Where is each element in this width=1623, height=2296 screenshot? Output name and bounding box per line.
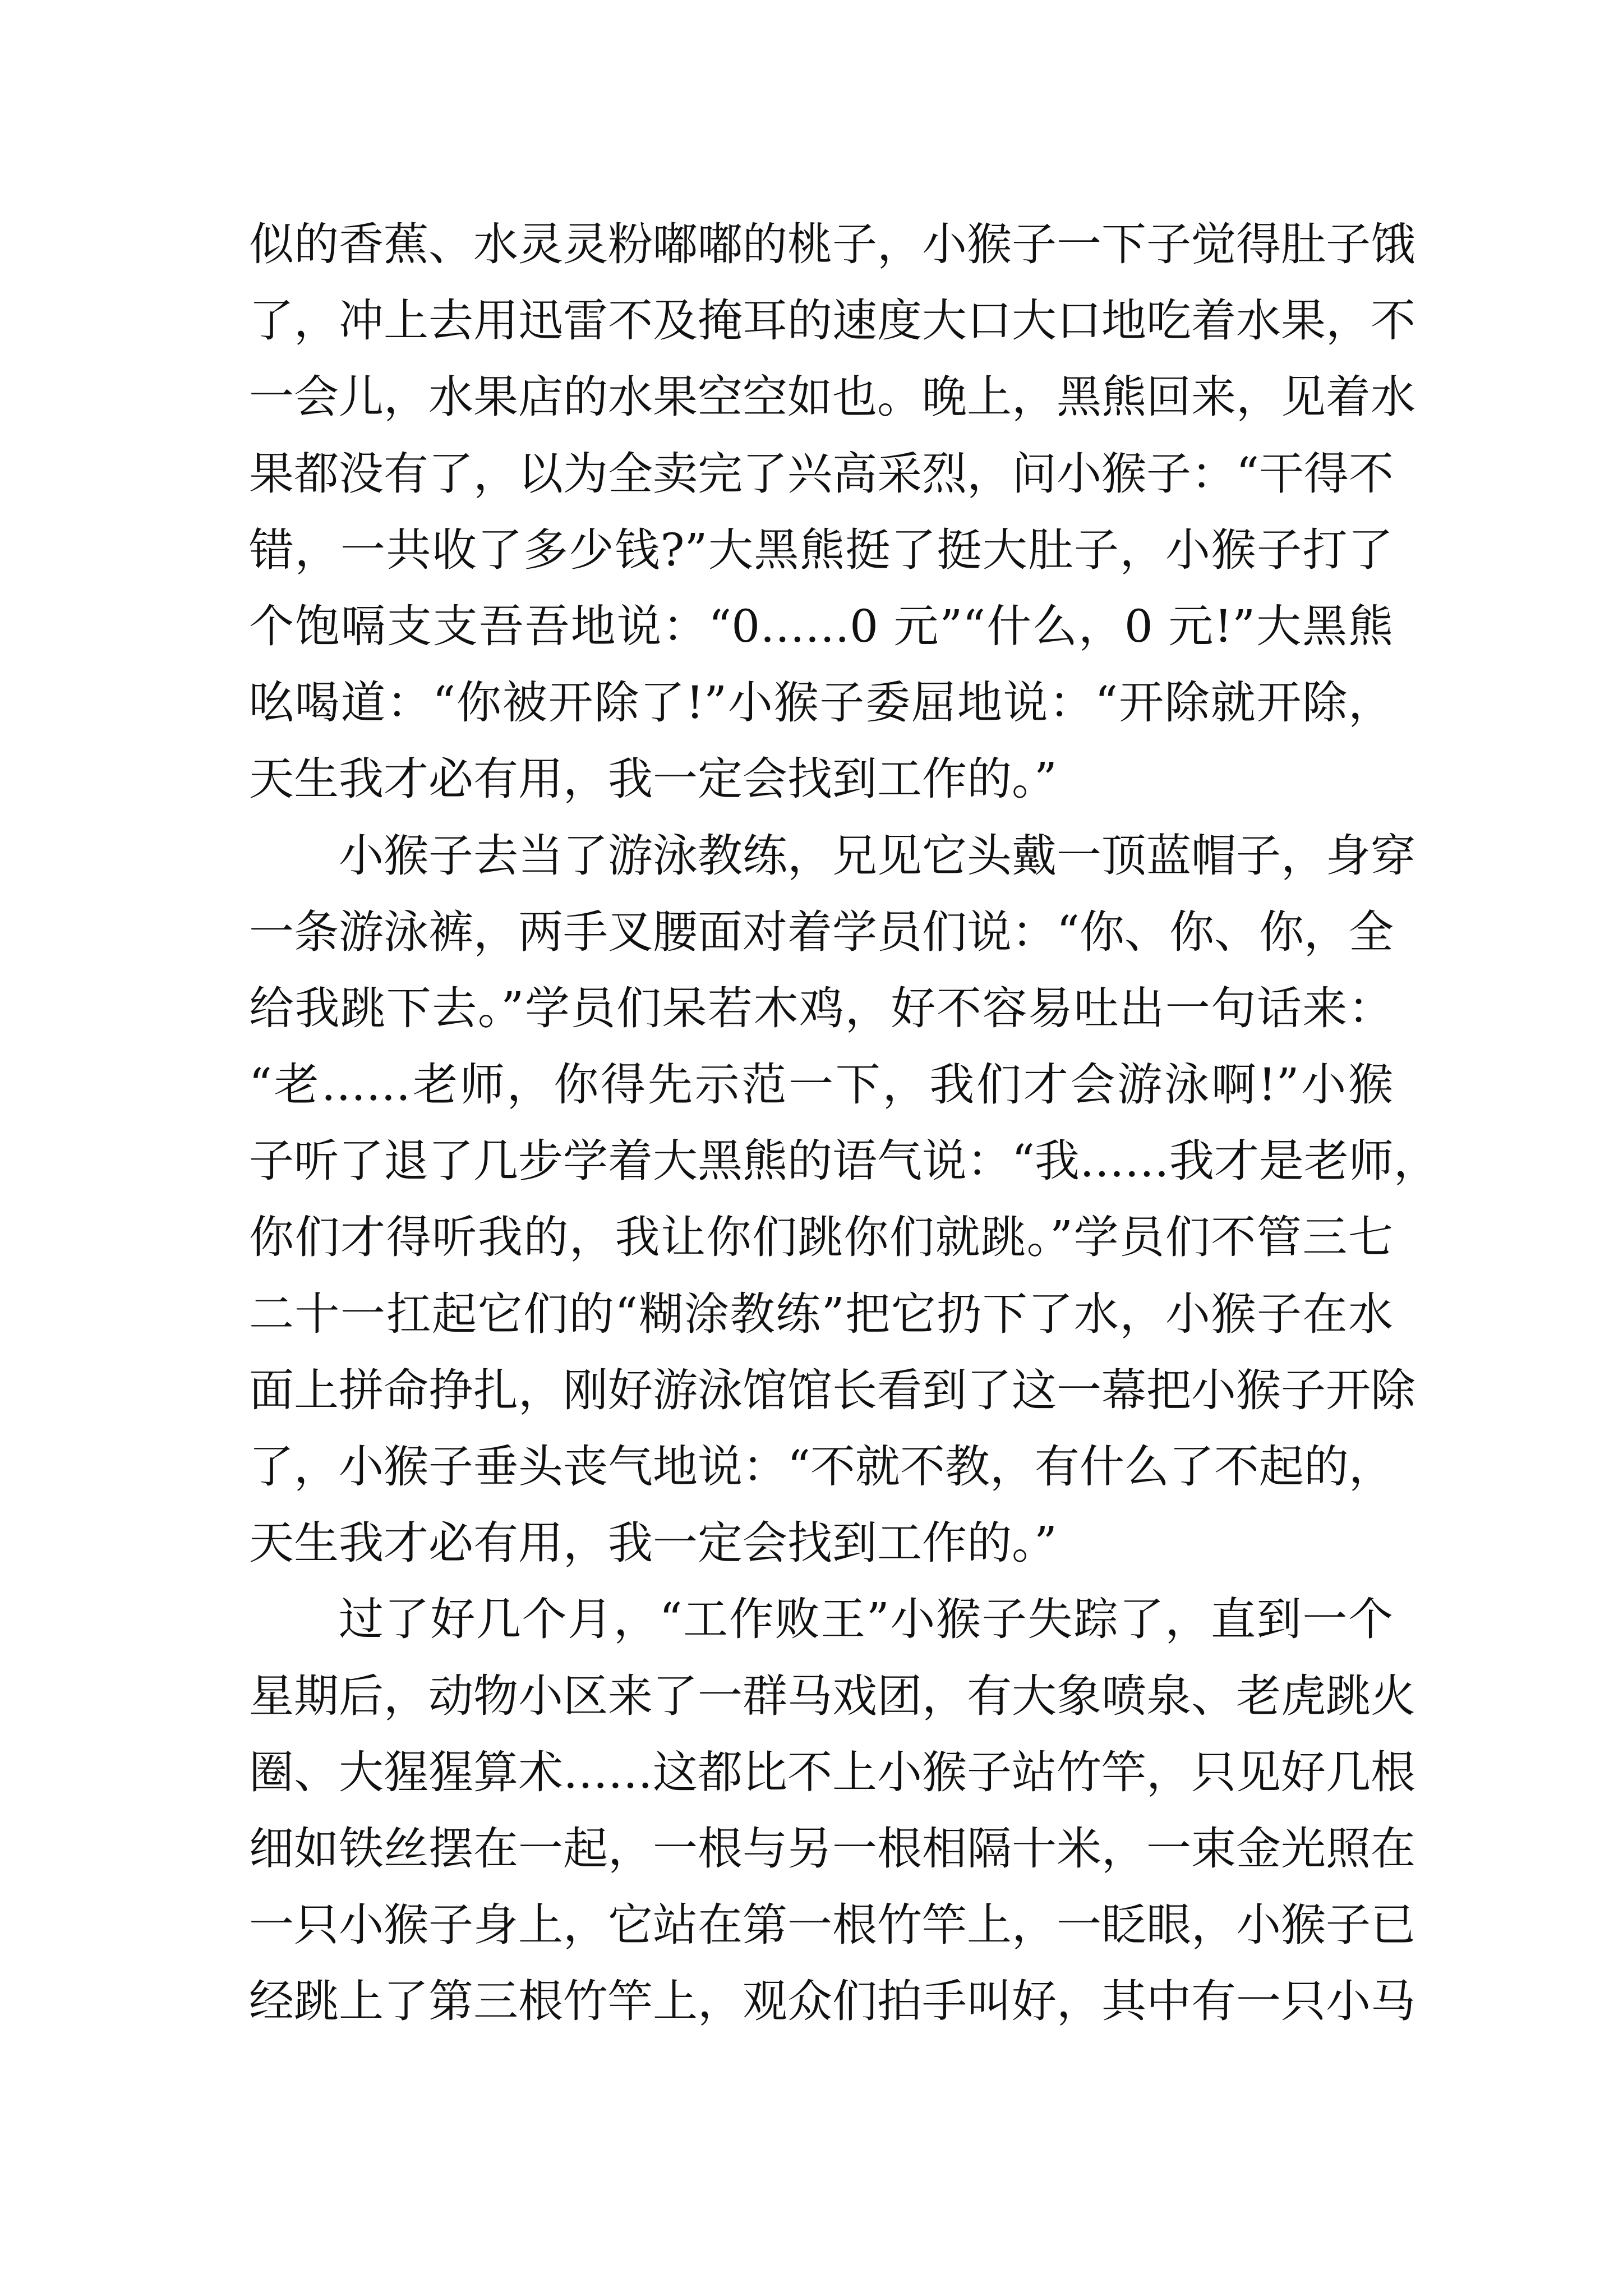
paragraph-2-line-2: 一条游泳裤，两手叉腰面对着学员们说：“你、你、你，全 xyxy=(249,905,1394,958)
paragraph-3-line-6: 经跳上了第三根竹竿上，观众们拍手叫好，其中有一只小马 xyxy=(249,1975,1415,2028)
paragraph-2-line-7: 二十一扛起它们的“糊涂教练”把它扔下了水，小猴子在水 xyxy=(249,1287,1393,1340)
paragraph-3-line-5: 一只小猴子身上，它站在第一根竹竿上，一眨眼，小猴子已 xyxy=(249,1899,1415,1952)
paragraph-1-line-8: 天生我才必有用，我一定会找到工作的。” xyxy=(249,753,1057,806)
paragraph-2-line-5: 子听了退了几步学着大黑熊的语气说：“我……我才是老师， xyxy=(249,1135,1438,1188)
paragraph-1-line-3: 一会儿，水果店的水果空空如也。晚上，黑熊回来，见着水 xyxy=(249,371,1415,424)
paragraph-2-line-8: 面上拼命挣扎，刚好游泳馆馆长看到了这一幕把小猴子开除 xyxy=(249,1364,1415,1416)
paragraph-2-line-9: 了，小猴子垂头丧气地说：“不就不教，有什么了不起的， xyxy=(249,1441,1394,1493)
paragraph-3-line-4: 细如铁丝摆在一起，一根与另一根相隔十米，一束金光照在 xyxy=(249,1822,1415,1875)
paragraph-2-line-3: 给我跳下去。”学员们呆若木鸡，好不容易吐出一句话来： xyxy=(249,982,1393,1034)
paragraph-1-line-5: 错，一共收了多少钱?”大黑熊挺了挺大肚子，小猴子打了 xyxy=(249,523,1393,576)
paragraph-2-line-10: 天生我才必有用，我一定会找到工作的。” xyxy=(249,1517,1057,1570)
paragraph-3-line-3: 圈、大猩猩算术……这都比不上小猴子站竹竿，只见好几根 xyxy=(249,1746,1415,1798)
story-text xyxy=(249,206,1438,2040)
paragraph-2-line-1: 小猴子去当了游泳教练，兄见它头戴一顶蓝帽子，身穿 xyxy=(339,829,1415,882)
paragraph-1-line-4: 果都没有了，以为全卖完了兴高采烈，问小猴子：“干得不 xyxy=(249,447,1394,500)
paragraph-1-line-6: 个饱嗝支支吾吾地说：“0……0 元”“什么，0 元!”大黑熊 xyxy=(249,600,1393,652)
paragraph-2-line-6: 你们才得听我的，我让你们跳你们就跳。”学员们不管三七 xyxy=(249,1211,1393,1264)
paragraph-3-line-1: 过了好几个月，“工作败王”小猴子失踪了，直到一个 xyxy=(339,1593,1393,1646)
paragraph-2-line-4: “老……老师，你得先示范一下，我们才会游泳啊!”小猴 xyxy=(249,1059,1393,1111)
paragraph-1-line-7: 吆喝道：“你被开除了!”小猴子委屈地说：“开除就开除， xyxy=(249,677,1393,729)
paragraph-1-line-1: 似的香蕉、水灵灵粉嘟嘟的桃子，小猴子一下子觉得肚子饿 xyxy=(249,218,1415,270)
paragraph-1-line-2: 了，冲上去用迅雷不及掩耳的速度大口大口地吃着水果，不 xyxy=(249,295,1415,347)
paragraph-3-line-2: 星期后，动物小区来了一群马戏团，有大象喷泉、老虎跳火 xyxy=(249,1669,1415,1722)
